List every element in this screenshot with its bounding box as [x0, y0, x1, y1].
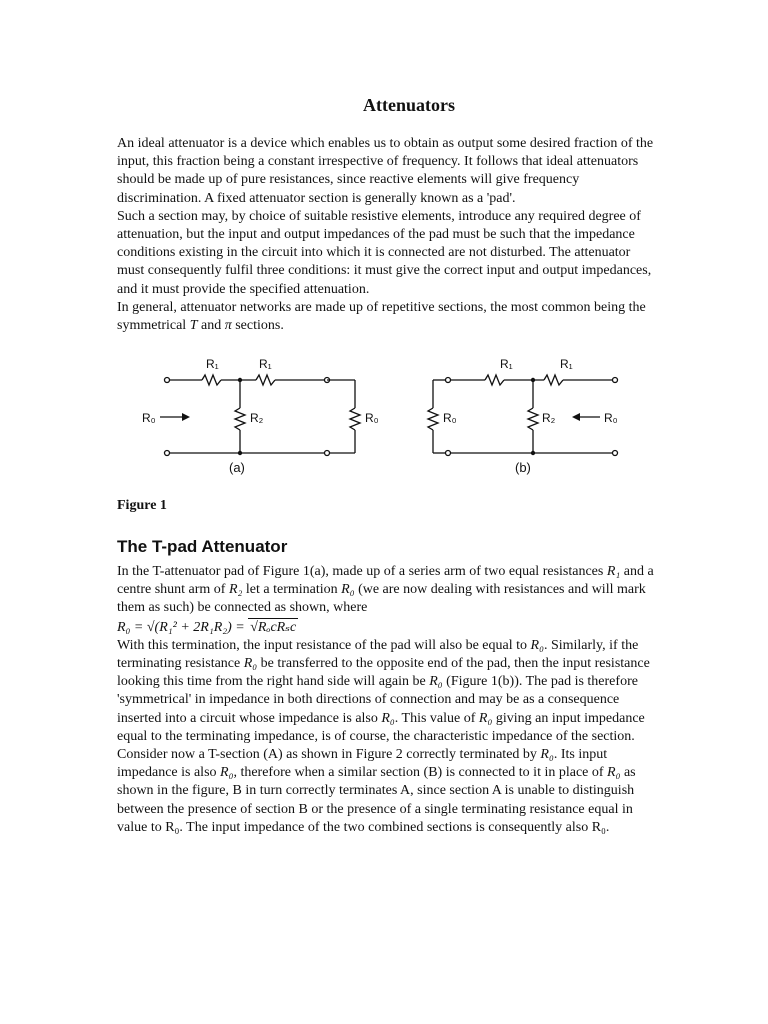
fig-a-r1-right-label: R₁ — [259, 357, 272, 371]
fig-a-r0-load-label: R₀ — [365, 411, 379, 425]
figure-caption: Figure 1 — [117, 498, 167, 513]
intro-paragraph-2: Such a section may, by choice of suitable resistive elements, introduce any required degree of attenuation, but the input and output impedances of the pad must be such that the impedance conditions existing in the circuit into which it is connected are not disturbed. The attenuator must consequently fulfil three conditions: it must give the correct input and output impedances, and it must provide the specified attenuation. — [117, 208, 652, 297]
fig-b-r2-label: R₂ — [542, 411, 556, 425]
tpad-paragraph-2: With this termination, the input resistance of the pad will also be equal to R₀. Similarly, if the terminating resistance R₀ be transferred to the opposite end of the pad, then the input resistance looking this time from the right hand side will again be R₀ (Figure 1(b)). The pad is therefore 'symmetrical' in impedance in both directions of connection and may be as a consequence inserted into a circuit whose impedance is also R₀. This value of R₀ giving an input impedance equal to the terminating impedance, is of course, the characteristic impedance of the section. — [117, 637, 650, 744]
fig-b-caption: (b) — [515, 460, 531, 475]
page-title: Attenuators — [363, 95, 455, 115]
tpad-paragraph-3: Consider now a T-section (A) as shown in Figure 2 correctly terminated by R₀. Its input impedance is also R₀, therefore when a similar section (B) is connected to it in place of R₀ as shown in the figure, B in turn correctly terminates A, since section A is unable to distinguish between the presence of section B or the presence of a single terminating resistance equal in value to R₀. The input impedance of the two combined sections is consequently also R₀. — [117, 747, 636, 835]
fig-a-r2-label: R₂ — [250, 411, 264, 425]
fig-b-r0-input-label: R₀ — [604, 411, 618, 425]
intro-paragraph-1: An ideal attenuator is a device which enables us to obtain as output some desired fraction of the input, this fraction being a constant irrespective of frequency. It follows that ideal attenuators should be made up of pure resistances, since reactive elements will give frequency discrimination. A fixed attenuator section is generally known as a 'pad'. — [117, 136, 654, 206]
intro-text — [117, 135, 657, 335]
fig-a-r0-input-label: R₀ — [142, 411, 156, 425]
section-heading: The T-pad Attenuator — [117, 537, 288, 556]
fig-a-r1-left-label: R₁ — [206, 357, 219, 371]
figure-1 — [130, 355, 650, 480]
tpad-paragraph-1: In the T-attenuator pad of Figure 1(a), made up of a series arm of two equal resistances R₁ and a centre shunt arm of R₂ let a termination R₀ (we are now dealing with resistances and will mark them as such) be connected as shown, where — [117, 564, 654, 616]
fig-b-r1-right-label: R₁ — [560, 357, 573, 371]
fig-b-r0-load-label: R₀ — [443, 411, 457, 425]
intro-paragraph-3: In general, attenuator networks are made up of repetitive sections, the most common being the symmetrical T and π sections. — [117, 299, 646, 334]
tpad-text — [117, 563, 657, 837]
sqrt-term: √RₒcRₛc — [248, 618, 298, 637]
fig-a-caption: (a) — [229, 460, 245, 475]
fig-b-r1-left-label: R₁ — [500, 357, 513, 371]
formula: R₀ = √(R₁² + 2R₁R₂) = √RₒcRₛc — [117, 618, 657, 637]
circuit-diagrams — [130, 355, 650, 480]
